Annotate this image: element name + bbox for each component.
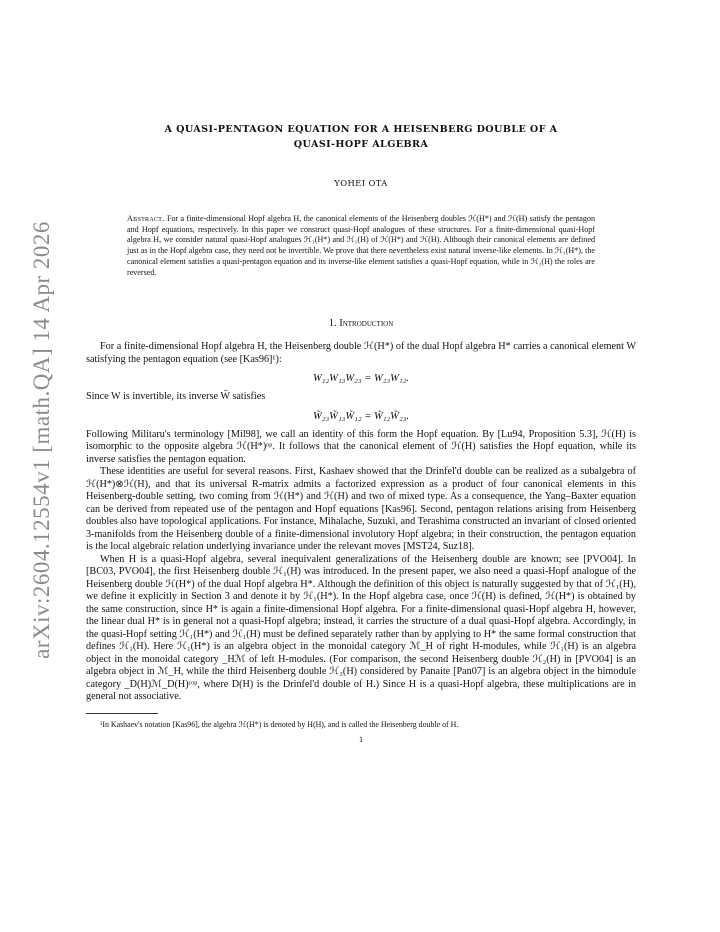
section-heading <box>86 318 636 329</box>
abstract-text: For a finite-dimensional Hopf algebra H, the canonical elements of the Heisenberg doubles ℋ(H*) and ℋ(H) satisfy the pentagon and Hopf equations, respectively. In this paper we construct quasi-Hopf analogues of these structures. For a finite-dimensional quasi-Hopf algebra H, we consider natural quasi-Hopf analogues ℋ₁(H*) and ℋ₁(H) of ℋ(H*) and ℋ(H). Although their canonical elements are defined just as in the Hopf algebra case, they need not be invertible. We prove that there nevertheless exist natural inverse-like elements. In ℋ₁(H*), the canonical element satisfies a quasi-pentagon equation and its inverse-like element satisfies a quasi-Hopf equation, while in ℋ₁(H) the roles are reversed. <box>127 214 595 277</box>
paragraph-1: For a finite-dimensional Hopf algebra H, the Heisenberg double ℋ(H*) of the dual Hopf algebra H* carries a canonical element W satisfying the pentagon equation (see [Kas96]¹): <box>86 341 636 365</box>
paragraph-4: These identities are useful for several reasons. First, Kashaev showed that the Drinfel'd double can be realized as a subalgebra of ℋ(H*)⊗ℋ(H), and that its universal R-matrix admits a factorized expression as a product of four canonical elements in this Heisenberg-double setting, two coming from ℋ(H*) and ℋ(H) and two of mixed type. As a consequence, the Yang–Baxter equation can be derived from repeated use of the pentagon and Hopf equations [Kas96]. Second, pentagon relations arising from Heisenberg doubles also have topological applications. For instance, Mihalache, Suzuki, and Terashima constructed an invariant of closed oriented 3-manifolds from the Heisenberg double of a finite-dimensional involutory Hopf algebra; in their construction, the pentagon equation is the local algebraic relation underlying invariance under the relevant moves [MST24, Suz18]. <box>86 466 636 553</box>
page-number: 1 <box>359 734 363 744</box>
title-line-1: A QUASI-PENTAGON EQUATION FOR A HEISENBERG DOUBLE OF A <box>164 124 558 135</box>
abstract-label: Abstract. <box>127 214 165 223</box>
abstract <box>127 214 595 278</box>
paragraph-3: Following Militaru's terminology [Mil98], we call an identity of this form the Hopf equation. By [Lu94, Proposition 5.3], ℋ(H) is isomorphic to the opposite algebra ℋ(H*)ᵒᵖ. It follows that the canonical element of ℋ(H) satisfies the Hopf equation, while its inverse satisfies the pentagon equation. <box>86 428 636 465</box>
section-title: Introduction <box>339 318 394 330</box>
paragraph-5: When H is a quasi-Hopf algebra, several inequivalent generalizations of the Heisenberg double are known; see [PVO04]. In [BC03, PVO04], the first Heisenberg double ℋ₁(H) was introduced. In the present paper, we also need a quasi-Hopf analogue of the Heisenberg double ℋ(H*) of the dual Hopf algebra H*. Although the definition of this object is naturally suggested by that of ℋ₁(H), we define it explicitly in Section 3 and denote it by ℋ₁(H*). In the Hopf algebra case, once ℋ(H) is defined, ℋ(H*) is obtained by the same construction, since H* is again a finite-dimensional Hopf algebra. For a finite-dimensional quasi-Hopf algebra H, however, the linear dual H* is in general not a quasi-Hopf algebra; instead, it carries the structure of a dual quasi-Hopf algebra. Accordingly, in the quasi-Hopf setting ℋ₁(H*) and ℋ₁(H) must be defined separately rather than by applying to H* the same formal construction that defines ℋ₁(H). Here ℋ₁(H*) is an algebra object in the monoidal category ℳ_H of right H-modules, while ℋ₁(H) is an algebra object in the monoidal category _Hℳ of left H-modules. (For comparison, the second Heisenberg double ℋ₂(H) in [PVO04] is an algebra object in ℳ_H, while the third Heisenberg double ℋ₃(H) considered by Panaite [Pan07] is an algebra object in the bimodule category _D(H)ℳ_D(H)ᶜᵒᵖ, where D(H) is the Drinfel'd double of H.) Since H is a quasi-Hopf algebra, these multiplications are in general not associative. <box>86 553 636 703</box>
author-name: YOHEI OTA <box>334 178 388 188</box>
paper-page <box>86 122 636 744</box>
hopf-equation: W̃₂₃W̃₁₃W̃₁₂ = W̃₁₂W̃₂₃. <box>312 410 410 422</box>
footnote: ¹In Kashaev's notation [Kas96], the algebra ℋ(H*) is denoted by H(H), and is called the Heisenberg double of H. <box>100 719 459 729</box>
section-number: 1. <box>328 318 337 330</box>
arxiv-identifier: arXiv:2604.12554v1 [math.QA] 14 Apr 2026 <box>29 221 54 659</box>
pentagon-equation: W₁₂W₁₃W₂₃ = W₂₃W₁₂. <box>312 373 410 385</box>
footnote-rule <box>86 713 158 714</box>
paper-title <box>86 122 636 152</box>
title-line-2: QUASI-HOPF ALGEBRA <box>293 139 429 150</box>
paragraph-2: Since W is invertible, its inverse W̃ satisfies <box>86 391 266 403</box>
